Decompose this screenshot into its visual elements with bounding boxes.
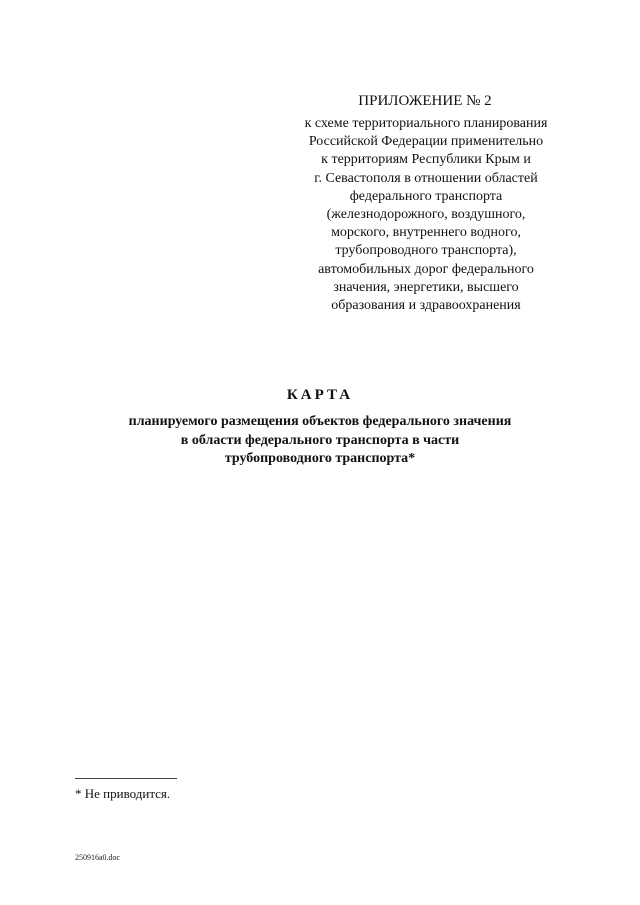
appendix-line: федерального транспорта (349, 188, 503, 204)
appendix-line: Российской Федерации применительно (308, 134, 544, 150)
map-subtitle-line: планируемого размещения объектов федерального значения (128, 414, 512, 429)
appendix-line: морского, внутреннего водного, (331, 225, 521, 241)
appendix-title: ПРИЛОЖЕНИЕ № 2 (358, 93, 492, 109)
map-subtitle-line: в области федерального транспорта в части (180, 432, 460, 448)
map-subtitle-line: трубопроводного транспорта* (224, 451, 416, 466)
appendix-line: трубопроводного транспорта), (335, 243, 517, 259)
appendix-line: к схеме территориального планирования (304, 116, 548, 131)
appendix-line: значения, энергетики, высшего (333, 279, 519, 295)
file-identifier: 250916a0.doc (75, 853, 121, 862)
appendix-line: образования и здравоохранения (331, 298, 521, 314)
map-subtitle (0, 413, 640, 469)
appendix-line: автомобильных дорог федерального (318, 261, 534, 277)
appendix-line: к территориям Республики Крым и (321, 152, 531, 168)
appendix-line: г. Севастополя в отношении областей (314, 170, 538, 186)
appendix-line: (железнодорожного, воздушного, (326, 207, 526, 223)
footnote-separator (75, 778, 177, 779)
appendix-description (276, 115, 576, 315)
footnote: * Не приводится. (75, 786, 171, 801)
map-heading: КАРТА (286, 387, 354, 403)
